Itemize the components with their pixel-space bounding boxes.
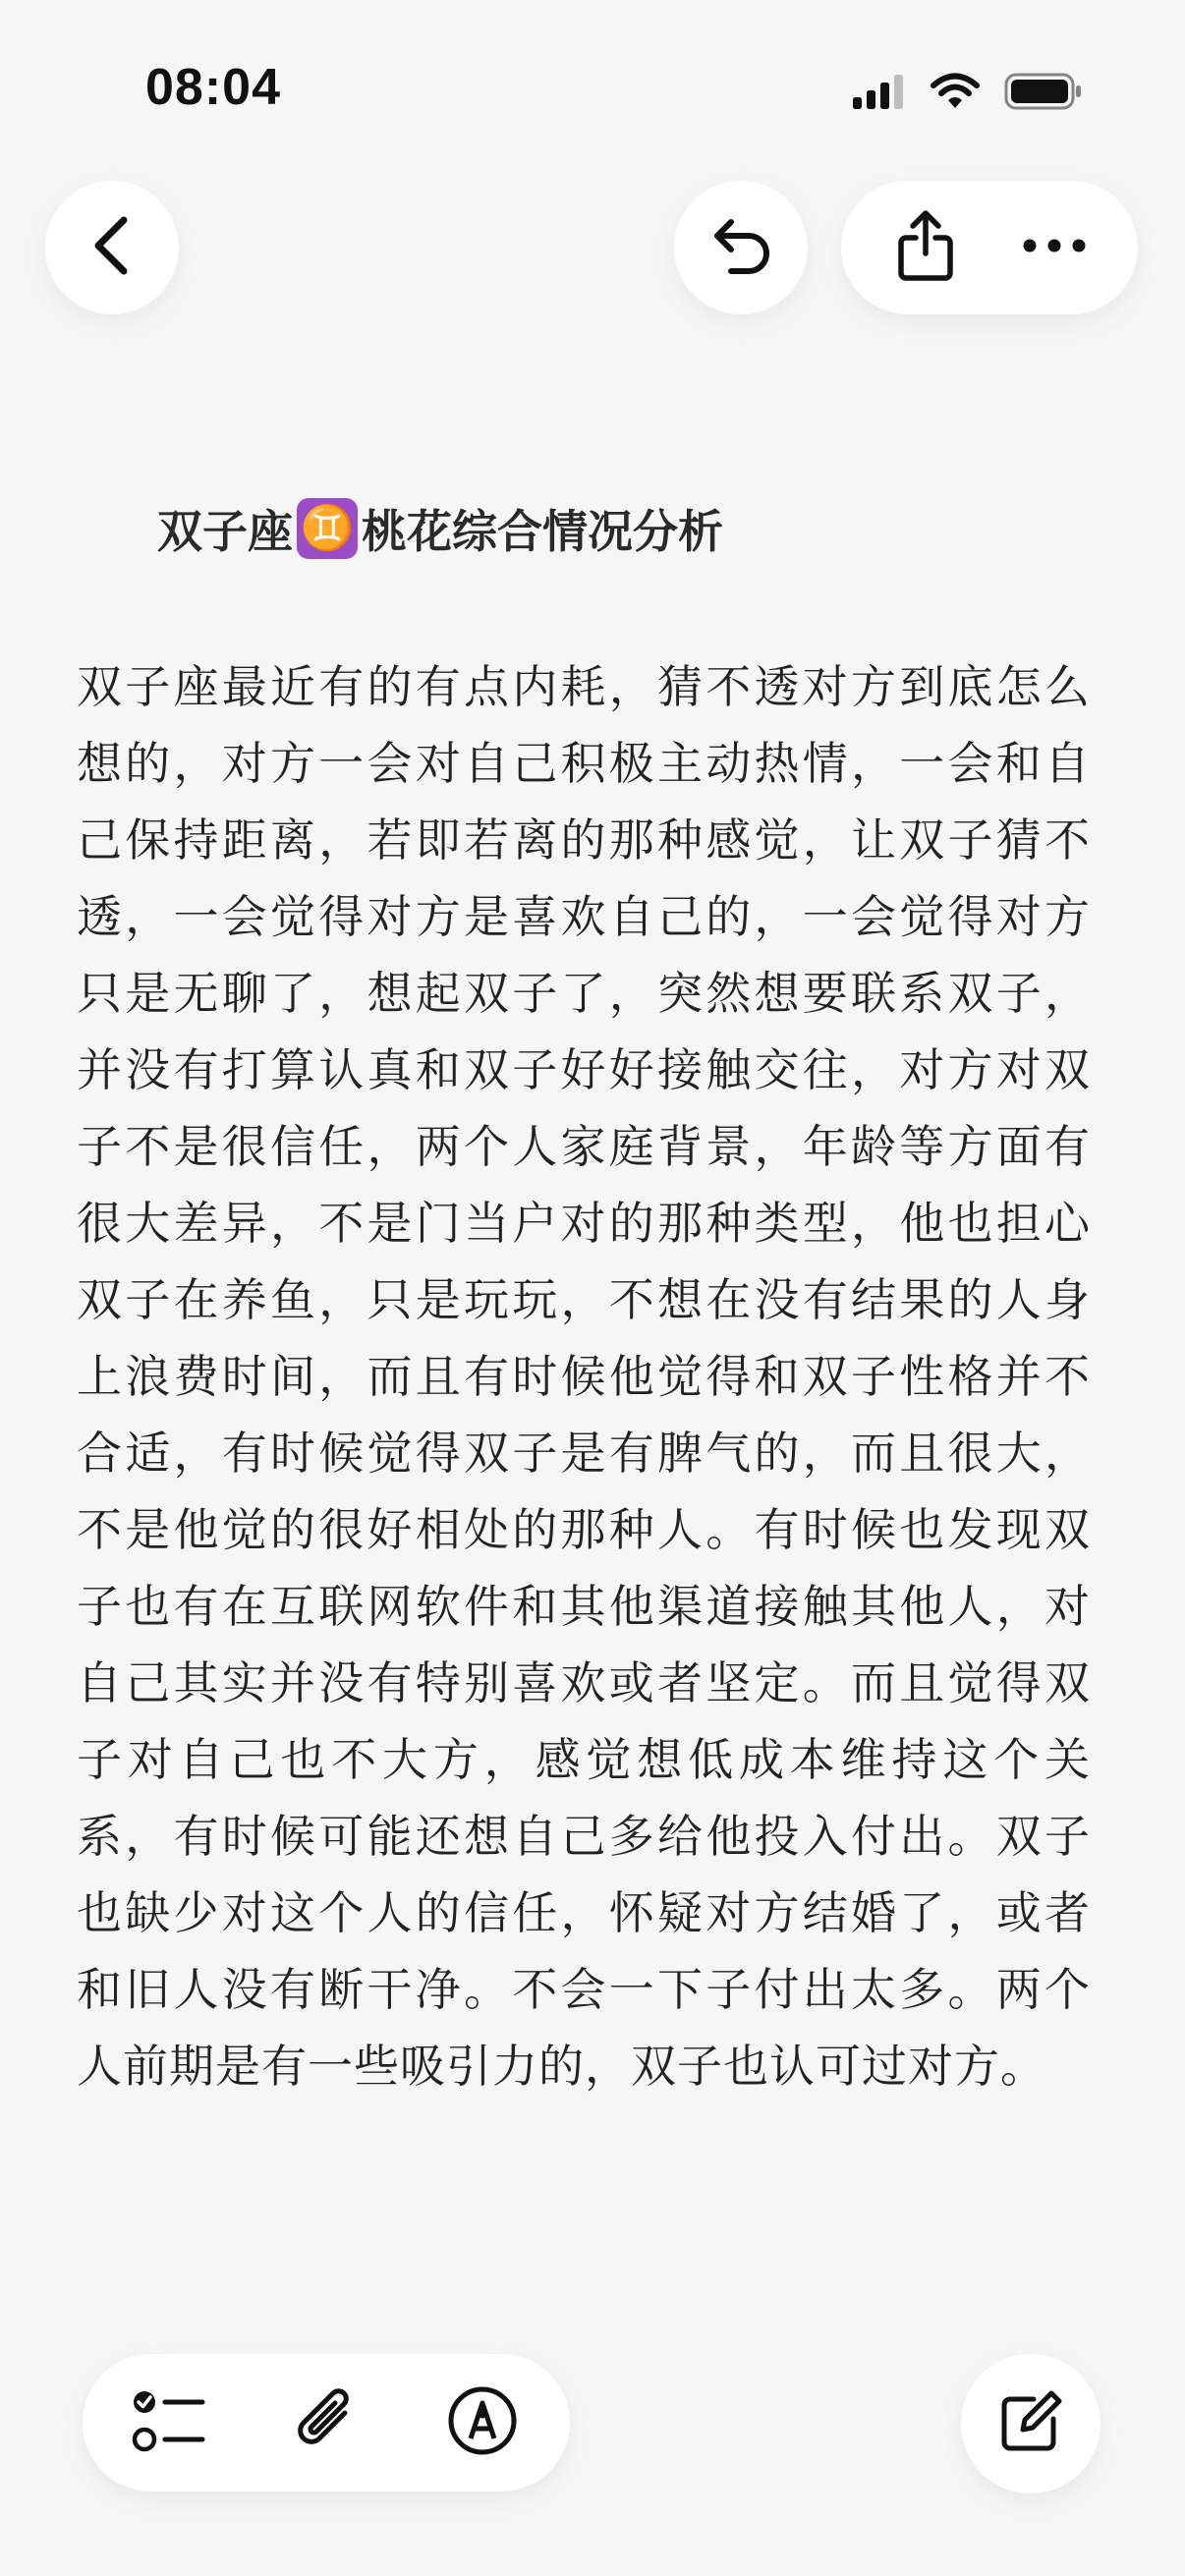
markup-pen-icon: [447, 2385, 518, 2460]
share-more-group: [841, 181, 1138, 314]
bottom-toolbar: [83, 2354, 570, 2492]
compose-button[interactable]: [961, 2354, 1100, 2493]
note-body-text[interactable]: 双子座最近有的有点内耗，猜不透对方到底怎么想的，对方一会对自己积极主动热情，一会和自己保持距离，若即若离的那种感觉，让双子猜不透，一会觉得对方是喜欢自己的，一会觉得对方只是无聊了，想起双子了，突然想要联系双子，并没有打算认真和双子好好接触交往，对方对双子不是很信任，两个人家庭背景，年龄等方面有很大差异，不是门当户对的那种类型，他也担心双子在养鱼，只是玩玩，不想在没有结果的人身上浪费时间，而且有时候他觉得和双子性格并不合适，有时候觉得双子是有脾气的，而且很大，不是他觉的很好相处的那种人。有时候也发现双子也有在互联网软件和其他渠道接触其他人，对自己其实并没有特别喜欢或者坚定。而且觉得双子对自己也不大方，感觉想低成本维持这个关系，有时候可能还想自己多给他投入付出。双子也缺少对这个人的信任，怀疑对方结婚了，或者和旧人没有断干净。不会一下子付出太多。两个人前期是有一些吸引力的，双子也认可过对方。: [77, 660, 1091, 2093]
wifi-icon: [930, 73, 981, 114]
compose-icon: [996, 2387, 1065, 2460]
gemini-emoji: ♊: [297, 498, 358, 559]
back-button[interactable]: [45, 181, 179, 314]
attachment-icon: [292, 2383, 361, 2462]
share-icon: [894, 208, 957, 287]
checklist-button[interactable]: [116, 2369, 224, 2477]
share-button[interactable]: [872, 194, 980, 302]
cellular-signal-icon: [851, 74, 906, 113]
note-title[interactable]: [157, 496, 723, 561]
note-title-suffix: 桃花综合情况分析: [362, 505, 723, 558]
status-time: 08:04: [145, 59, 281, 116]
status-icons: [851, 69, 1083, 118]
markup-button[interactable]: [428, 2369, 536, 2477]
more-button[interactable]: [1000, 194, 1108, 302]
undo-button[interactable]: [674, 181, 808, 314]
more-icon: [1022, 238, 1087, 257]
undo-icon: [707, 216, 774, 279]
back-chevron-icon: [88, 214, 136, 281]
note-title-prefix: 双子座: [157, 505, 293, 558]
attachment-button[interactable]: [272, 2369, 380, 2477]
status-bar: [0, 0, 1185, 177]
checklist-icon: [132, 2386, 208, 2459]
battery-icon: [1004, 73, 1083, 114]
